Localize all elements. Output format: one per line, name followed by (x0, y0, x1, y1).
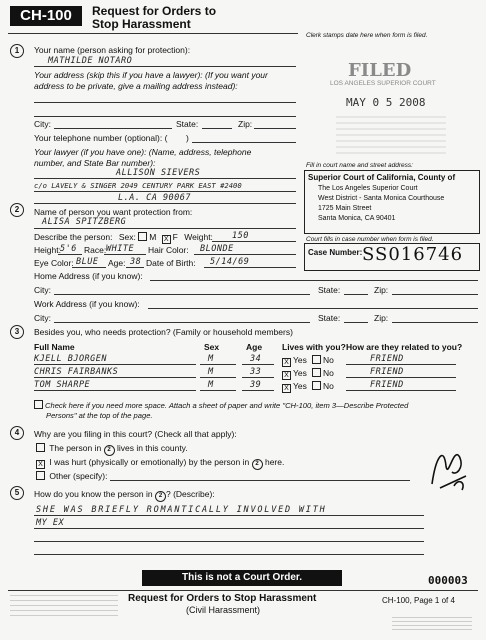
relationship-question-b: ? (Describe): (165, 489, 215, 499)
s1-city-label: City: (34, 119, 51, 129)
footer-publisher-logo (392, 614, 472, 630)
footer-subtitle: (Civil Harassment) (186, 605, 261, 615)
section-4-number: 4 (10, 426, 24, 440)
ref-2-badge: 2 (155, 491, 166, 502)
ref-2-badge: 2 (104, 445, 115, 456)
reason-hurt-here (36, 457, 284, 470)
height-label: Height: (34, 245, 61, 255)
reason-other-checkbox[interactable] (36, 471, 45, 480)
s2-work-state-label: State: (318, 313, 341, 323)
protected-3-yes (282, 381, 307, 393)
address-label-1: Your address (skip this if you have a lawyer): (If you want your (34, 70, 268, 80)
s2-home-zip-label: Zip: (374, 285, 389, 295)
protected-2-yes-label: Yes (293, 368, 307, 378)
protected-persons-question: Besides you, who needs protection? (Family or household members) (34, 327, 293, 337)
describe-person-row (34, 232, 213, 244)
stamp-smudge (336, 112, 446, 154)
filed-court-faint: LOS ANGELES SUPERIOR COURT (330, 80, 436, 87)
dob-value[interactable]: 5/14/69 (210, 257, 250, 267)
protected-2-yes (282, 368, 307, 380)
describe-label: Describe the person: (34, 232, 113, 242)
protected-1-no (312, 355, 334, 365)
reason-hurt-text-b: here. (264, 457, 285, 467)
weight-value[interactable]: 150 (232, 231, 249, 241)
document-number: 000003 (428, 574, 468, 587)
lawyer-address[interactable]: c/o LAVELY & SINGER 2049 CENTURY PARK EAST #2400 (34, 181, 242, 190)
court-caption: Fill in court name and street address: (306, 162, 413, 169)
protected-2-no-checkbox[interactable] (312, 368, 321, 377)
court-line-2: West District - Santa Monica Courthouse (318, 195, 445, 202)
eye-value[interactable]: BLUE (76, 257, 99, 267)
s1-zip-label: Zip: (238, 119, 253, 129)
hair-label: Hair Color: (148, 245, 189, 255)
initials-signature (426, 436, 474, 496)
more-space-checkbox[interactable] (34, 400, 43, 409)
height-value[interactable]: 5'6 (60, 244, 77, 254)
footer-fine-print (10, 594, 118, 616)
relationship-question (34, 489, 215, 502)
reason-other (36, 471, 107, 481)
filed-stamp: FILED (348, 60, 412, 81)
section-1-number: 1 (10, 44, 24, 58)
sex-m-checkbox[interactable] (138, 232, 147, 241)
protected-3-yes-checkbox[interactable]: X (282, 384, 291, 393)
protected-3-no-checkbox[interactable] (312, 381, 321, 390)
court-line-1: The Los Angeles Superior Court (318, 185, 418, 192)
col-full-name: Full Name (34, 342, 75, 352)
sex-m-label: M (149, 232, 157, 242)
more-space-text-2: Persons" at the top of the page. (46, 411, 153, 420)
lawyer-label-1: Your lawyer (if you have one): (Name, address, telephone (34, 147, 252, 157)
more-space-text-1: Check here if you need more space. Attach a sheet of paper and write "CH-100, item 3—Describe Protected (45, 401, 409, 410)
protected-2-sex[interactable]: M (208, 367, 214, 377)
protected-2-no-label: No (323, 368, 334, 378)
case-label: Case Number: (308, 248, 363, 257)
protected-1-yes (282, 355, 307, 367)
protected-3-no (312, 381, 334, 391)
restrained-name-label: Name of person you want protection from: (34, 207, 193, 217)
col-age: Age (246, 342, 263, 352)
court-line-4: Santa Monica, CA 90401 (318, 215, 396, 222)
relationship-answer-2[interactable]: MY EX (36, 518, 65, 528)
footer-title: Request for Orders to Stop Harassment (128, 593, 317, 604)
footer-page-number: CH-100, Page 1 of 4 (382, 596, 455, 605)
protected-1-yes-label: Yes (293, 355, 307, 365)
sex-label: Sex: (118, 232, 136, 242)
section-5-number: 5 (10, 486, 24, 500)
reason-hurt-checkbox[interactable]: X (36, 460, 45, 469)
relationship-answer-1[interactable]: SHE WAS BRIEFLY ROMANTICALLY INVOLVED WITH (36, 505, 327, 515)
s2-home-city-label: City: (34, 285, 51, 295)
phone-paren: ) (186, 133, 189, 143)
s2-work-city-label: City: (34, 313, 51, 323)
protected-3-sex[interactable]: M (208, 380, 214, 390)
sex-f-checkbox[interactable]: X (162, 235, 171, 244)
protected-1-name[interactable]: KJELL BJORGEN (34, 354, 108, 364)
protected-2-no (312, 368, 334, 378)
protected-2-name[interactable]: CHRIS FAIRBANKS (34, 367, 119, 377)
restrained-name-value[interactable]: ALISA SPITZBERG (42, 217, 127, 227)
race-value[interactable]: WHITE (106, 244, 135, 254)
weight-label: Weight: (184, 232, 213, 242)
protected-1-related[interactable]: FRIEND (370, 354, 404, 364)
age-value[interactable]: 38 (130, 257, 142, 267)
col-sex: Sex (204, 342, 220, 352)
form-id-badge: CH-100 (10, 6, 82, 26)
eye-label: Eye Color: (34, 258, 74, 268)
protected-3-related[interactable]: FRIEND (370, 380, 404, 390)
ref-2-badge: 2 (252, 459, 263, 470)
protected-2-yes-checkbox[interactable]: X (282, 371, 291, 380)
age-label: Age: (108, 258, 126, 268)
lawyer-city[interactable]: L.A. CA 90067 (118, 193, 192, 203)
s2-work-zip-label: Zip: (374, 313, 389, 323)
protected-1-age[interactable]: 34 (250, 354, 262, 364)
form-title-line1: Request for Orders to (92, 4, 217, 18)
lawyer-label-2: number, and State Bar number): (34, 158, 156, 168)
home-address-label: Home Address (if you know): (34, 271, 143, 281)
protected-2-age[interactable]: 33 (250, 367, 262, 377)
protected-2-related[interactable]: FRIEND (370, 367, 404, 377)
s2-home-state-label: State: (318, 285, 341, 295)
filed-date: MAY 0 5 2008 (346, 96, 426, 109)
more-space-row (34, 400, 474, 410)
dob-label: Date of Birth: (146, 258, 196, 268)
court-title: Superior Court of California, County of (308, 173, 456, 182)
work-address-label: Work Address (if you know): (34, 299, 140, 309)
case-number: SS016746 (362, 244, 464, 265)
reason-lives-text-a: The person in (49, 443, 102, 453)
form-title-line2: Stop Harassment (92, 17, 191, 31)
case-caption: Court fills in case number when form is filed. (306, 236, 434, 243)
your-name-label: Your name (person asking for protection): (34, 45, 191, 55)
reason-hurt-text-a: I was hurt (physically or emotionally) by the person in (49, 457, 250, 467)
col-relationship: How are they related to you? (346, 342, 463, 352)
relationship-question-a: How do you know the person in (34, 489, 153, 499)
not-court-order-banner: This is not a Court Order. (142, 570, 342, 586)
reason-other-text: Other (specify): (49, 471, 108, 481)
section-2-number: 2 (10, 203, 24, 217)
address-label-2: address to be private, give a mailing address instead): (34, 81, 238, 91)
reason-lives-here (36, 443, 188, 456)
protected-3-yes-label: Yes (293, 381, 307, 391)
protected-1-no-checkbox[interactable] (312, 355, 321, 364)
s1-state-label: State: (176, 119, 199, 129)
lawyer-name[interactable]: ALLISON SIEVERS (116, 168, 201, 178)
protected-1-yes-checkbox[interactable]: X (282, 358, 291, 367)
protected-1-sex[interactable]: M (208, 354, 214, 364)
stamp-note: Clerk stamps date here when form is filed. (306, 32, 428, 39)
reason-lives-here-checkbox[interactable] (36, 443, 45, 452)
your-name-value[interactable]: MATHILDE NOTARO (48, 56, 133, 66)
phone-label: Your telephone number (optional): ( (34, 133, 168, 143)
protected-3-name[interactable]: TOM SHARPE (34, 380, 91, 390)
section-3-number: 3 (10, 325, 24, 339)
why-court-question: Why are you filing in this court? (Check all that apply): (34, 429, 237, 439)
protected-3-no-label: No (323, 381, 334, 391)
court-line-3: 1725 Main Street (318, 205, 372, 212)
hair-value[interactable]: BLONDE (200, 244, 234, 254)
protected-1-no-label: No (323, 355, 334, 365)
race-label: Race: (84, 245, 107, 255)
col-lives-with-you: Lives with you? (282, 342, 346, 352)
protected-3-age[interactable]: 39 (250, 380, 262, 390)
sex-f-label: F (172, 232, 178, 242)
reason-lives-text-b: lives in this county. (116, 443, 188, 453)
